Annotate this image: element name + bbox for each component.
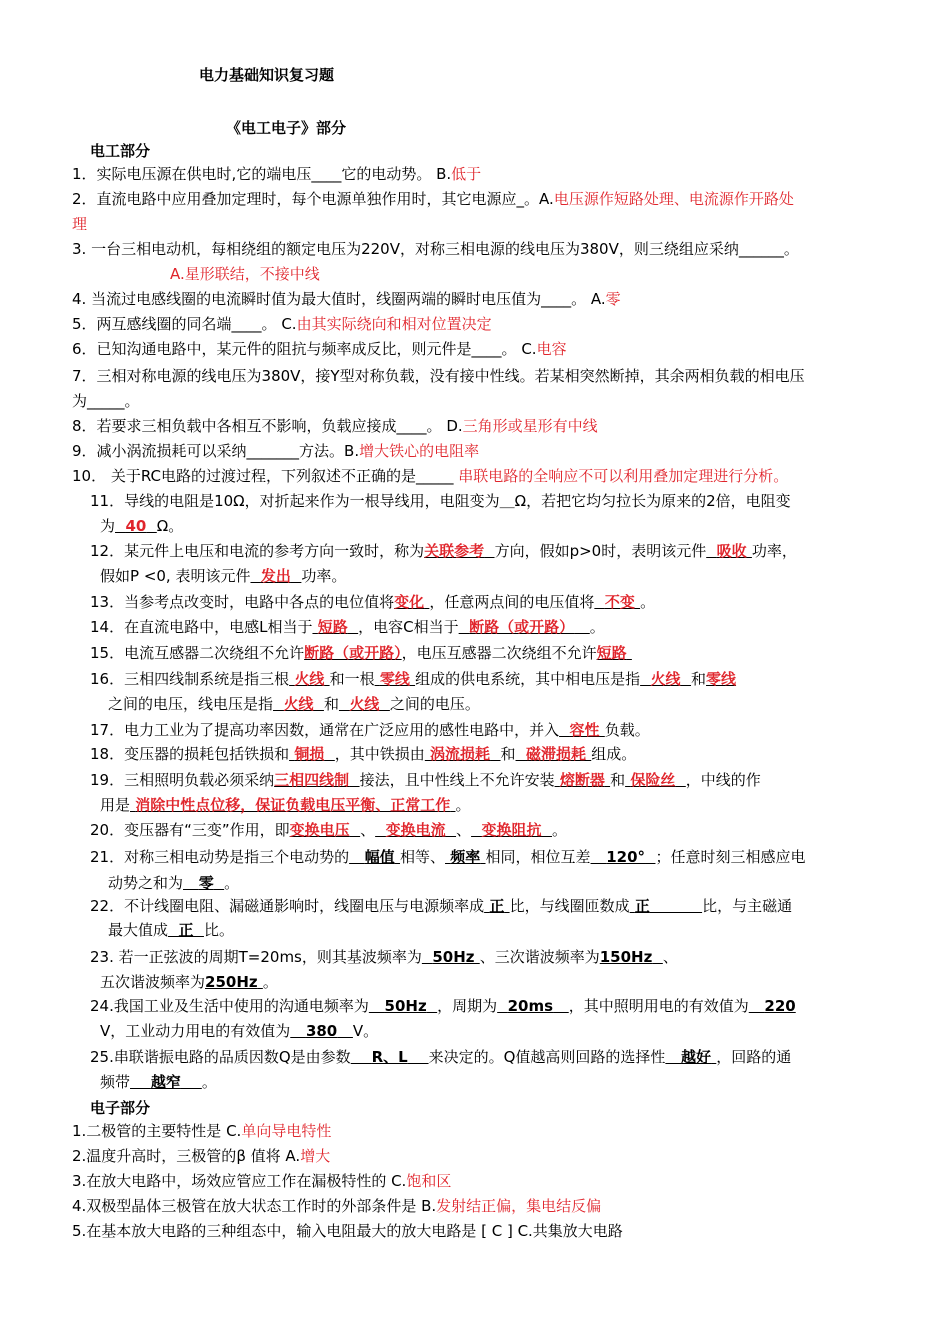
question-text: ，周期为: [437, 997, 498, 1015]
question-text: 20．变压器有“三变”作用，即: [90, 821, 290, 839]
answer-text: 变换电流: [385, 821, 446, 839]
section-heading-electronic: 电子部分: [90, 1099, 151, 1117]
question-3-answer-line: [170, 264, 320, 284]
question-text: 15．电流互感器二次绕组不允许: [90, 644, 305, 662]
answer-text: 断路（或开路）: [304, 644, 402, 662]
question-text: ，任意两点间的电压值将: [429, 593, 595, 611]
question-text: 接法，且中性线上不允许安装: [359, 771, 555, 789]
answer-text: 断路（或开路）: [469, 618, 575, 636]
question-2-continuation: [72, 214, 87, 234]
answer: [351, 1048, 429, 1066]
answer: [394, 593, 429, 611]
answer: A.星形联结，不接中线: [170, 265, 320, 283]
answer: [168, 921, 204, 939]
question-10: [72, 466, 788, 486]
answer: [375, 670, 415, 688]
question-20: [90, 820, 567, 840]
question-text: ，中线的作: [685, 771, 761, 789]
answer: [290, 1022, 353, 1040]
answer: 单向导电特性: [241, 1122, 332, 1140]
answer: [630, 897, 702, 915]
answer: 电容: [536, 340, 567, 358]
question-text: 。: [551, 821, 567, 839]
answer: [339, 695, 390, 713]
answer-text: 铜损: [294, 745, 325, 763]
question-text: 相等、: [400, 848, 446, 866]
answer-text: 短路: [317, 618, 348, 636]
question-text: 。: [262, 973, 278, 991]
question-text: 3.在放大电路中，场效应管应工作在漏极特性的 C.: [72, 1172, 407, 1190]
question-text: 功率。: [301, 567, 347, 585]
question-24-continuation: [100, 1021, 378, 1041]
answer-text: 磁滞损耗: [525, 745, 586, 763]
answer: [591, 848, 656, 866]
answer-text: 变换电压: [289, 821, 350, 839]
answer: [597, 644, 632, 662]
answer-text: 150Hz: [599, 948, 653, 966]
answer: [600, 948, 663, 966]
answer-text: 40: [125, 517, 147, 535]
question-text: 来决定的。Q值越高则回路的选择性: [428, 1048, 666, 1066]
question-text: 14．在直流电路中，电感L相当于: [90, 618, 313, 636]
question-16: [90, 669, 736, 689]
answer-text: 零: [198, 874, 214, 892]
question-24: [90, 996, 796, 1016]
question-21: [90, 847, 805, 867]
question-text: Ω。: [156, 517, 184, 535]
question-text: 、: [662, 948, 678, 966]
answer: [422, 948, 480, 966]
question-text: ，电容C相当于: [358, 618, 459, 636]
answer-text: 火线: [294, 670, 325, 688]
question-18: [90, 744, 636, 764]
answer-text: 火线: [349, 695, 380, 713]
question-text: 频带: [100, 1073, 131, 1091]
question-text: 8．若要求三相负载中各相互不影响，负载应接成____。 D.: [72, 417, 463, 435]
question-text: 为_____。: [72, 392, 140, 410]
question-text: 比，与主磁通: [702, 897, 793, 915]
question-text: 。: [455, 796, 471, 814]
answer: [115, 517, 157, 535]
answer-text: 变换阻抗: [481, 821, 542, 839]
question-text: 假如P <0, 表明该元件: [100, 567, 251, 585]
question-text: 和: [323, 695, 339, 713]
question-text: 16．三相四线制系统是指三根: [90, 670, 290, 688]
answer: [304, 644, 402, 662]
question-5: [72, 314, 492, 334]
document-title: 电力基础知识复习题: [199, 66, 335, 84]
answer: [749, 997, 796, 1015]
question-text: 25.串联谐振电路的品质因数Q是由参数: [90, 1048, 351, 1066]
answer: [559, 721, 605, 739]
electronic-question-3: [72, 1171, 451, 1191]
question-11: [90, 491, 791, 511]
answer: [706, 670, 736, 688]
question-text: ，电压互感器二次绕组不允许: [401, 644, 597, 662]
question-text: 24.我国工业及生活中使用的沟通电频率为: [90, 997, 369, 1015]
question-6: [72, 339, 567, 359]
electronic-question-4: [72, 1196, 601, 1216]
question-text: V，工业动力用电的有效值为: [100, 1022, 291, 1040]
answer-text: 零线: [379, 670, 410, 688]
answer-text: 三相四线制: [274, 771, 350, 789]
question-text: 19．三相照明负载必须采纳: [90, 771, 275, 789]
answer-text: 发出: [260, 567, 291, 585]
question-25: [90, 1047, 791, 1067]
answer-text: 正: [634, 897, 650, 915]
answer: [459, 618, 590, 636]
answer-text: 正: [489, 897, 505, 915]
answer-text: R、L: [371, 1048, 408, 1066]
answer: 饱和区: [406, 1172, 452, 1190]
answer: 由其实际绕向和相对位置决定: [296, 315, 492, 333]
answer-text: 短路: [596, 644, 627, 662]
answer: 增大铁心的电阻率: [359, 442, 480, 460]
answer: [424, 542, 494, 560]
question-text: 、三次谐波频率为: [479, 948, 600, 966]
answer: [349, 848, 400, 866]
answer: [130, 796, 455, 814]
answer: [183, 874, 224, 892]
answer: [290, 821, 360, 839]
question-text: 23. 若一正弦波的周期T=20ms，则其基波频率为: [90, 948, 422, 966]
question-text: 。: [224, 874, 240, 892]
question-21-continuation: [108, 873, 239, 893]
question-text: ，其中照明用电的有效值为: [568, 997, 749, 1015]
answer-text: 50Hz: [432, 948, 475, 966]
answer-text: 涡流损耗: [430, 745, 491, 763]
answer-text: 幅值: [364, 848, 395, 866]
answer-text: 越窄: [150, 1073, 181, 1091]
answer: [369, 997, 437, 1015]
answer-text: 220: [764, 997, 796, 1015]
answer: [274, 771, 359, 789]
question-7-continuation: [72, 391, 140, 411]
answer-text: 保险丝: [630, 771, 676, 789]
question-text: 五次谐波频率为: [100, 973, 206, 991]
question-text: 10． 关于RC电路的过渡过程，下列叙述不正确的是_____: [72, 467, 459, 485]
question-text: 组成。: [591, 745, 637, 763]
question-text: 1.二极管的主要特性是 C.: [72, 1122, 242, 1140]
question-13: [90, 592, 655, 612]
answer: [375, 821, 456, 839]
question-text: 组成的供电系统，其中相电压是指: [415, 670, 641, 688]
answer-text: 频率: [450, 848, 481, 866]
answer: [312, 618, 358, 636]
question-23: [90, 947, 678, 967]
answer: [471, 821, 552, 839]
answer-text: 250Hz: [205, 973, 258, 991]
answer-text: 消除中性点位移，保证负载电压平衡、正常工作: [135, 796, 451, 814]
question-text: ；任意时刻三相感应电: [655, 848, 806, 866]
question-19: [90, 770, 761, 790]
question-text: 5．两互感线圈的同名端____。 C.: [72, 315, 297, 333]
question-text: 动势之和为: [108, 874, 184, 892]
question-text: 18．变压器的损耗包括铁损和: [90, 745, 290, 763]
question-text: 1．实际电压源在供电时,它的端电压____它的电动势。 B.: [72, 165, 452, 183]
answer: [594, 593, 640, 611]
answer-text: 20ms: [507, 997, 554, 1015]
question-11-continuation: [100, 516, 183, 536]
question-12-continuation: [100, 566, 346, 586]
answer-text: 容性: [569, 721, 600, 739]
question-17: [90, 720, 650, 740]
answer: [289, 745, 335, 763]
answer: [516, 745, 592, 763]
electronic-question-5: [72, 1221, 623, 1241]
question-4: [72, 289, 621, 309]
section-heading-electrical: 电工部分: [90, 142, 151, 160]
question-text: 17．电力工业为了提高功率因数，通常在广泛应用的感性电路中，并入: [90, 721, 560, 739]
question-text: 6．已知沟通电路中，某元件的阻抗与频率成反比，则元件是____。 C.: [72, 340, 537, 358]
answer: 串联电路的全响应不可以利用叠加定理进行分析。: [458, 467, 789, 485]
question-3: [72, 239, 799, 259]
question-7: [72, 366, 805, 386]
question-text: 和: [500, 745, 516, 763]
electronic-question-1: [72, 1121, 331, 1141]
question-text: V。: [352, 1022, 379, 1040]
question-text: 比。: [203, 921, 234, 939]
question-23-continuation: [100, 972, 278, 992]
question-25-continuation: [100, 1072, 217, 1092]
question-16-continuation: [108, 694, 480, 714]
question-text: 。: [201, 1073, 217, 1091]
answer: 低于: [451, 165, 482, 183]
question-text: 、: [456, 821, 472, 839]
answer: [445, 848, 485, 866]
answer-text: 越好: [681, 1048, 712, 1066]
answer: [130, 1073, 202, 1091]
answer: [555, 771, 610, 789]
document-subtitle: 《电工电子》部分: [226, 119, 347, 137]
question-1: [72, 164, 481, 184]
answer-text: 火线: [283, 695, 314, 713]
answer: 发射结正偏，集电结反偏: [436, 1197, 602, 1215]
question-9: [72, 441, 479, 461]
question-text: 用是: [100, 796, 131, 814]
question-text: 7．三相对称电源的线电压为380V，接Y型对称负载，没有接中性线。若某相突然断掉，其余两相负载的相电压: [72, 367, 805, 385]
question-text: 4. 当流过电感线圈的电流瞬时值为最大值时，线圈两端的瞬时电压值为____。 A.: [72, 290, 606, 308]
answer: [250, 567, 301, 585]
electronic-question-2: [72, 1146, 330, 1166]
answer-text: 熔断器: [559, 771, 605, 789]
answer: [497, 997, 569, 1015]
question-text: 2.温度升高时，三极管的β 值将 A.: [72, 1147, 301, 1165]
answer-text: 变化: [394, 593, 425, 611]
question-text: 比，与线圈匝数成: [509, 897, 630, 915]
question-text: 11．导线的电阻是10Ω，对折起来作为一根导线用，电阻变为＿Ω，若把它均匀拉长为原来的2倍，电阻变: [90, 492, 791, 510]
question-text: ，回路的通: [716, 1048, 792, 1066]
answer: [706, 542, 752, 560]
answer-text: 零线: [706, 670, 737, 688]
answer: [665, 1048, 716, 1066]
question-text: 、: [360, 821, 376, 839]
question-text: 13．当参考点改变时，电路中各点的电位值将: [90, 593, 395, 611]
question-text: 和: [610, 771, 626, 789]
question-text: 2．直流电路中应用叠加定理时，每个电源单独作用时，其它电源应_。A.: [72, 190, 554, 208]
answer-text: 120°: [606, 848, 646, 866]
answer-text: 380: [305, 1022, 338, 1040]
question-text: 9．减小涡流损耗可以采纳_______方法。B.: [72, 442, 360, 460]
answer-text: 火线: [650, 670, 681, 688]
question-text: 3. 一台三相电动机，每相绕组的额定电压为220V，对称三相电源的线电压为380V，则三绕组应采纳______。: [72, 240, 799, 258]
answer: 三角形或星形有中线: [462, 417, 598, 435]
answer-text: 50Hz: [384, 997, 427, 1015]
question-text: 为: [100, 517, 116, 535]
question-19-continuation: [100, 795, 471, 815]
answer-text: 关联参考: [424, 542, 485, 560]
question-text: 12．某元件上电压和电流的参考方向一致时，称为: [90, 542, 425, 560]
question-14: [90, 617, 605, 637]
answer-text: 不变: [604, 593, 635, 611]
answer: 电压源作短路处理、电流源作开路处: [553, 190, 794, 208]
question-text: 4.双极型晶体三极管在放大状态工作时的外部条件是 B.: [72, 1197, 437, 1215]
question-text: 5.在基本放大电路的三种组态中，输入电阻最大的放大电路是 [ C ] C.共集放大电路: [72, 1222, 623, 1240]
question-text: 最大值成: [108, 921, 169, 939]
question-8: [72, 416, 598, 436]
answer: [625, 771, 686, 789]
question-text: 之间的电压。: [389, 695, 480, 713]
question-text: ，其中铁损由: [334, 745, 425, 763]
question-text: 负载。: [604, 721, 650, 739]
question-text: 21．对称三相电动势是指三个电动势的: [90, 848, 350, 866]
answer: [289, 670, 329, 688]
answer: 零: [605, 290, 621, 308]
question-2: [72, 189, 794, 209]
question-text: 方向，假如p>0时，表明该元件: [494, 542, 707, 560]
question-text: 功率，: [751, 542, 797, 560]
answer: 理: [72, 215, 88, 233]
question-text: 相同，相位互差: [485, 848, 591, 866]
answer-text: 正: [178, 921, 194, 939]
question-text: 。: [640, 593, 656, 611]
answer: [484, 897, 509, 915]
answer: [273, 695, 324, 713]
question-text: 和一根: [329, 670, 375, 688]
question-12: [90, 541, 797, 561]
answer: [425, 745, 501, 763]
answer: [205, 973, 263, 991]
question-text: 。: [589, 618, 605, 636]
question-15: [90, 643, 632, 663]
question-text: 之间的电压，线电压是指: [108, 695, 274, 713]
question-22: [90, 896, 792, 916]
answer-text: 吸收: [716, 542, 747, 560]
question-text: 22．不计线圈电阻、漏磁通影响时，线圈电压与电源频率成: [90, 897, 485, 915]
question-text: 和: [691, 670, 707, 688]
answer: 增大: [300, 1147, 331, 1165]
answer: [640, 670, 691, 688]
question-22-continuation: [108, 920, 234, 940]
